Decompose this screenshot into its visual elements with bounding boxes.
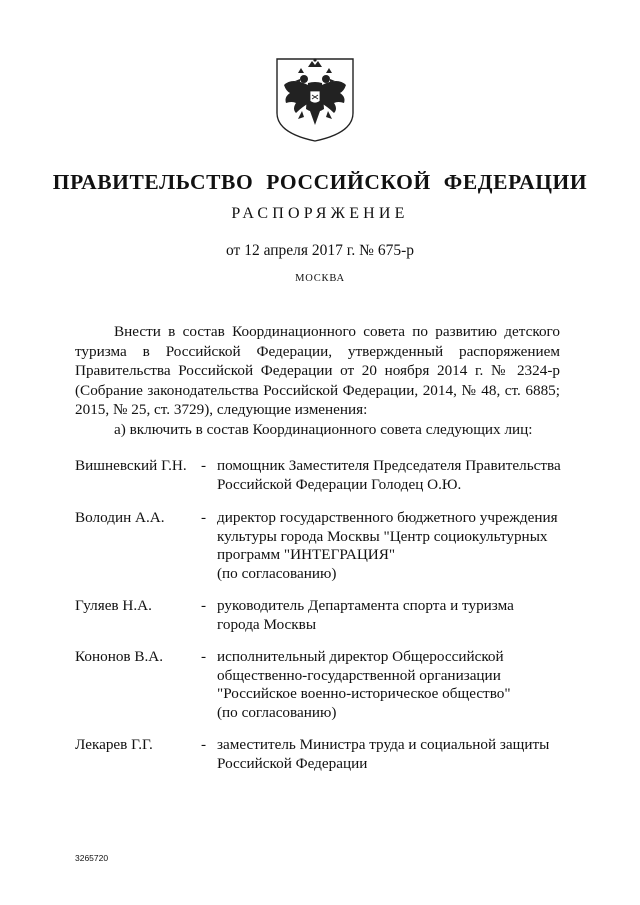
member-role-line: исполнительный директор Общероссийской <box>217 648 504 665</box>
document-type: РАСПОРЯЖЕНИЕ <box>231 205 409 222</box>
intro-paragraph: Внести в состав Координационного совета по развитию детского туризма в Российской Федерации, утвержденный распоряжением Правительства Российской Федерации от 20 ноября 2014 г. № 2324-р (Собрание законодательства Российской Федерации, 2014, № 48, ст. 6885; 2015, № 25, ст. 3729), следующие изменения: <box>75 323 560 419</box>
document-code: 3265720 <box>75 853 109 863</box>
document-city: МОСКВА <box>295 273 345 284</box>
member-role-line: Российской Федерации <box>217 754 368 772</box>
member-role-line: Российской Федерации Голодец О.Ю. <box>217 475 462 493</box>
member-role <box>217 457 562 494</box>
member-name: Гуляев Н.А. <box>75 597 152 614</box>
member-dash: - <box>201 457 207 474</box>
russian-coat-of-arms-icon <box>272 55 358 143</box>
member-name: Володин А.А. <box>75 509 165 526</box>
member-dash: - <box>201 597 207 614</box>
member-name: Лекарев Г.Г. <box>75 736 153 753</box>
member-role-line: города Москвы <box>217 615 317 633</box>
member-role-line: помощник Заместителя Председателя Правительства <box>217 457 561 474</box>
member-dash: - <box>201 648 207 665</box>
member-name: Кононов В.А. <box>75 648 164 665</box>
member-dash: - <box>201 736 207 753</box>
member-role <box>217 509 562 583</box>
member-role <box>217 648 562 722</box>
member-role-line: (по согласованию) <box>217 564 337 582</box>
member-role-line: программ "ИНТЕГРАЦИЯ" <box>217 546 396 564</box>
member-role-line: директор государственного бюджетного учреждения <box>217 509 558 526</box>
member-role-line: общественно-государственной организации <box>217 666 501 684</box>
item-a-paragraph: а) включить в состав Координационного совета следующих лиц: <box>114 421 533 438</box>
member-role-line: руководитель Департамента спорта и туризма <box>217 597 514 614</box>
member-role-line: заместитель Министра труда и социальной защиты <box>217 736 550 753</box>
member-name: Вишневский Г.Н. <box>75 457 187 474</box>
member-role-line: культуры города Москвы "Центр социокультурных <box>217 527 548 545</box>
member-dash: - <box>201 509 207 526</box>
member-role-line: (по согласованию) <box>217 703 337 721</box>
member-role-line: "Российское военно-историческое общество" <box>217 685 511 703</box>
government-title: ПРАВИТЕЛЬСТВО РОССИЙСКОЙ ФЕДЕРАЦИИ <box>52 170 588 194</box>
document-date-number: от 12 апреля 2017 г. № 675-р <box>226 242 414 259</box>
member-role <box>217 597 562 634</box>
member-role <box>217 736 562 773</box>
